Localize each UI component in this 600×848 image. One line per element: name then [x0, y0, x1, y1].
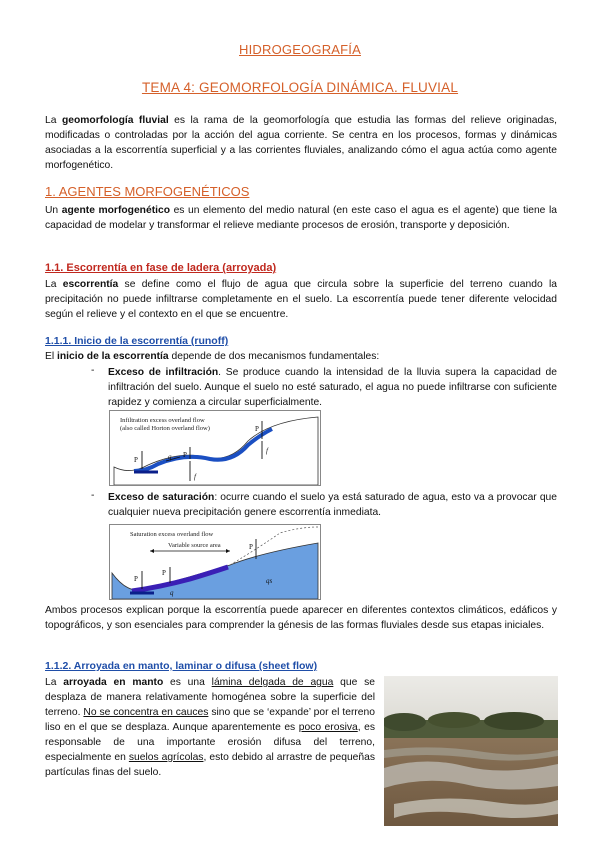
- figure2-label-q: q: [170, 589, 174, 597]
- figure2-label-p-left: P: [134, 575, 138, 583]
- figure-saturation-excess-diagram: [109, 524, 321, 600]
- term-geomorfologia-fluvial: geomorfología fluvial: [61, 115, 169, 126]
- figure1-label-p-mid: P: [183, 451, 187, 459]
- figure1-caption-line1: Infiltration excess overland flow: [120, 417, 205, 424]
- figure1-label-p-right: P: [255, 425, 259, 433]
- intro-paragraph: La geomorfología fluvial es la rama de la geomorfología que estudia las formas del relieve originadas, modificadas o controladas por la acción del agua corriente. Se centra en los procesos, formas y dinámicas asociadas a la escorrentía superficial y a las corrientes fluviales, analizando cómo el agua actúa como agente morfogenético.: [45, 115, 557, 171]
- figure2-label-p-mid: P: [162, 569, 166, 577]
- section-1-1-2-heading: 1.1.2. Arroyada en manto, laminar o difusa (sheet flow): [45, 660, 318, 672]
- bullet-dash-2: -: [91, 490, 95, 501]
- figure2-caption-line1: Saturation excess overland flow: [130, 531, 214, 538]
- section-1-heading: 1. AGENTES MORFOGENÉTICOS: [45, 184, 250, 199]
- document-subtitle: TEMA 4: GEOMORFOLOGÍA DINÁMICA. FLUVIAL: [141, 80, 459, 95]
- figure1-label-q: q: [168, 453, 172, 461]
- figure2-label-p-right: P: [249, 543, 253, 551]
- term-inicio-escorrentia: inicio de la escorrentía: [57, 351, 169, 362]
- figure2-caption-line2: Variable source area: [168, 542, 221, 549]
- term-agente-morfogenetico: agente morfogenético: [61, 205, 171, 216]
- section-1-1-1-intro: El inicio de la escorrentía depende de dos mecanismos fundamentales:: [45, 351, 380, 362]
- figure2-label-qs: qs: [266, 577, 273, 585]
- bullet-dash-1: -: [91, 365, 95, 376]
- sheet-flow-photo: [384, 676, 558, 826]
- figure1-label-f-mid: f: [194, 473, 196, 481]
- mechanisms-closing-paragraph: Ambos procesos explican porque la escorrentía puede aparecer en diferentes contextos climáticos, edáficos y topográficos, y son esenciales para comprender la génesis de las formas fluviales desde sus etapas iniciales.: [45, 605, 557, 631]
- term-escorrentia: escorrentía: [62, 279, 119, 290]
- bullet-infiltration-excess: Exceso de infiltración. Se produce cuando la intensidad de la lluvia supera la capacidad de infiltración del suelo. Aunque el suelo no esté saturado, el agua no puede infiltrarse con suficiente rapidez y comienza a circular superficialmente.: [108, 367, 557, 408]
- section-1-1-1-heading: 1.1.1. Inicio de la escorrentía (runoff): [45, 335, 229, 347]
- section-1-paragraph: Un agente morfogenético es un elemento del medio natural (en este caso el agua es el agente) que tiene la capacidad de modelar y transformar el relieve mediante procesos de erosión, transporte y deposición.: [45, 205, 557, 231]
- section-1-1-paragraph: La escorrentía se define como el flujo de agua que circula sobre la superficie del terreno cuando la precipitación no puede infiltrarse completamente en el suelo. La escorrentía puede tener diferente velocidad según el relieve y el contexto en el que se encuentre.: [45, 279, 557, 320]
- figure1-label-p-left: P: [134, 456, 138, 464]
- document-title: HIDROGEOGRAFÍA: [239, 42, 361, 57]
- figure1-caption-line2: (also called Horton overland flow): [120, 425, 210, 432]
- figure1-label-f-right: f: [266, 447, 268, 455]
- bullet-saturation-excess: Exceso de saturación: ocurre cuando el suelo ya está saturado de agua, esto va a provocar que cualquier nueva precipitación genere escorrentía inmediata.: [108, 492, 558, 518]
- section-1-1-heading: 1.1. Escorrentía en fase de ladera (arroyada): [45, 262, 277, 274]
- sheet-flow-photo-svg: [384, 676, 558, 826]
- figure-infiltration-excess-diagram: [109, 410, 321, 486]
- sheet-flow-paragraph: La arroyada en manto es una lámina delgada de agua que se desplaza de manera relativamente homogénea sobre la superficie del terreno. No se concentra en cauces sino que se ‘expande’ por el terreno liso en el que se desplaza. Aunque aparentemente es poco erosiva, es responsable de una importante erosión difusa del terreno, especialmente en suelos agrícolas, esto debido al arrastre de pequeñas partículas finas del suelo.: [45, 677, 376, 778]
